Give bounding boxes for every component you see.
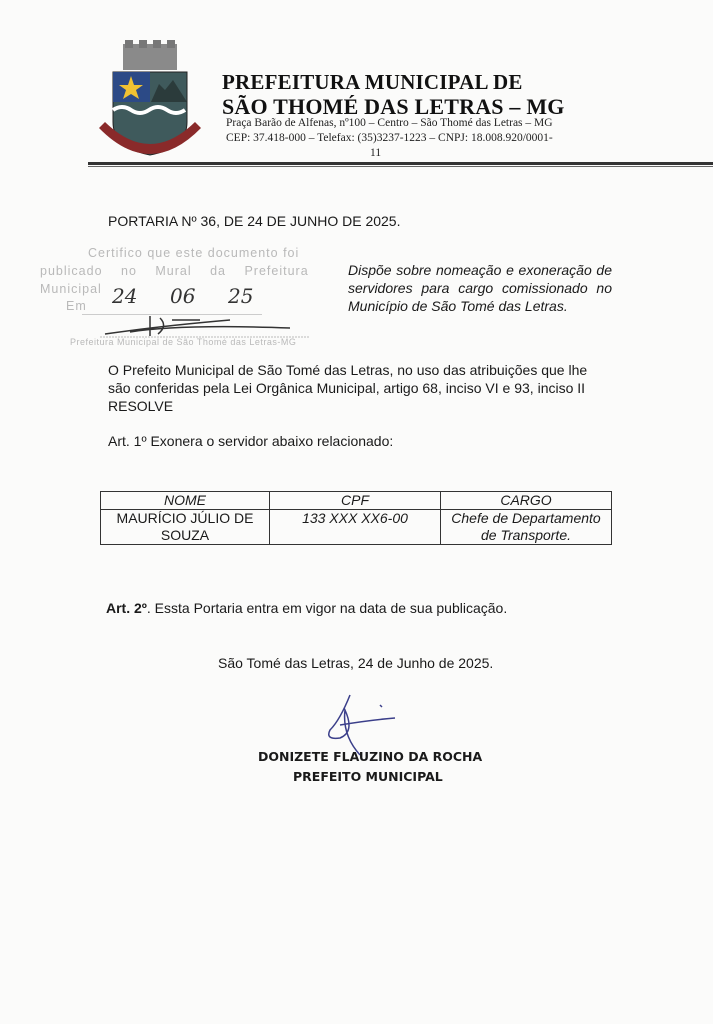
stamp-month: 06	[170, 284, 196, 308]
cell-cpf: 133 XXX XX6-00	[270, 510, 441, 545]
signatory-name: DONIZETE FLAUZINO DA ROCHA	[258, 749, 483, 764]
stamp-year: 25	[228, 284, 254, 308]
servant-table	[100, 491, 612, 545]
stamp-line3: Municipal	[40, 282, 102, 296]
signatory-role: PREFEITO MUNICIPAL	[293, 769, 443, 784]
preamble-resolve: RESOLVE	[108, 398, 174, 414]
preamble-line2: são conferidas pela Lei Orgânica Municipal, artigo 68, inciso VI e 93, inciso II	[108, 380, 586, 396]
stamp-footer: Prefeitura Municipal de São Thomé das Letras-MG	[70, 337, 297, 347]
article-2-text: . Essta Portaria entra em vigor na data de sua publicação.	[146, 600, 508, 616]
stamp-line1: Certifico que este documento foi	[88, 246, 300, 260]
place-date: São Tomé das Letras, 24 de Junho de 2025.	[218, 655, 494, 671]
table-row	[101, 510, 612, 545]
stamp-initials-signature	[100, 310, 310, 340]
preamble-line1: O Prefeito Municipal de São Tomé das Letras, no uso das atribuições que lhe	[108, 362, 588, 378]
stamp-line2: publicado no Mural da Prefeitura	[40, 264, 309, 278]
column-header-cargo: CARGO	[441, 492, 612, 510]
cell-cargo: Chefe de Departamento de Transporte.	[441, 510, 612, 545]
ementa: Dispõe sobre nomeação e exoneração de servidores para cargo comissionado no Município de São Tomé das Letras.	[348, 262, 612, 314]
column-header-cpf: CPF	[270, 492, 441, 510]
stamp-em-label: Em	[66, 299, 87, 313]
column-header-nome: NOME	[101, 492, 270, 510]
header-title-line1: PREFEITURA MUNICIPAL DE	[222, 70, 523, 94]
article-1: Art. 1º Exonera o servidor abaixo relacionado:	[108, 433, 394, 449]
portaria-title: PORTARIA Nº 36, DE 24 DE JUNHO DE 2025.	[108, 213, 401, 229]
municipal-coat-of-arms-logo	[95, 40, 205, 165]
header-address-line1: Praça Barão de Alfenas, nº100 – Centro – São Thomé das Letras – MG	[226, 117, 553, 129]
header-address-line3: 11	[370, 147, 382, 159]
header-divider	[88, 162, 713, 165]
table-header-row	[101, 492, 612, 510]
header-title-line2: SÃO THOMÉ DAS LETRAS – MG	[222, 94, 565, 119]
stamp-day: 24	[112, 284, 138, 308]
article-2	[106, 600, 507, 616]
article-2-label: Art. 2º	[106, 600, 147, 616]
header-divider-thin	[88, 166, 713, 167]
header-address-line2: CEP: 37.418-000 – Telefax: (35)3237-1223 – CNPJ: 18.008.920/0001-	[226, 132, 553, 144]
cell-nome: MAURÍCIO JÚLIO DE SOUZA	[101, 510, 270, 545]
